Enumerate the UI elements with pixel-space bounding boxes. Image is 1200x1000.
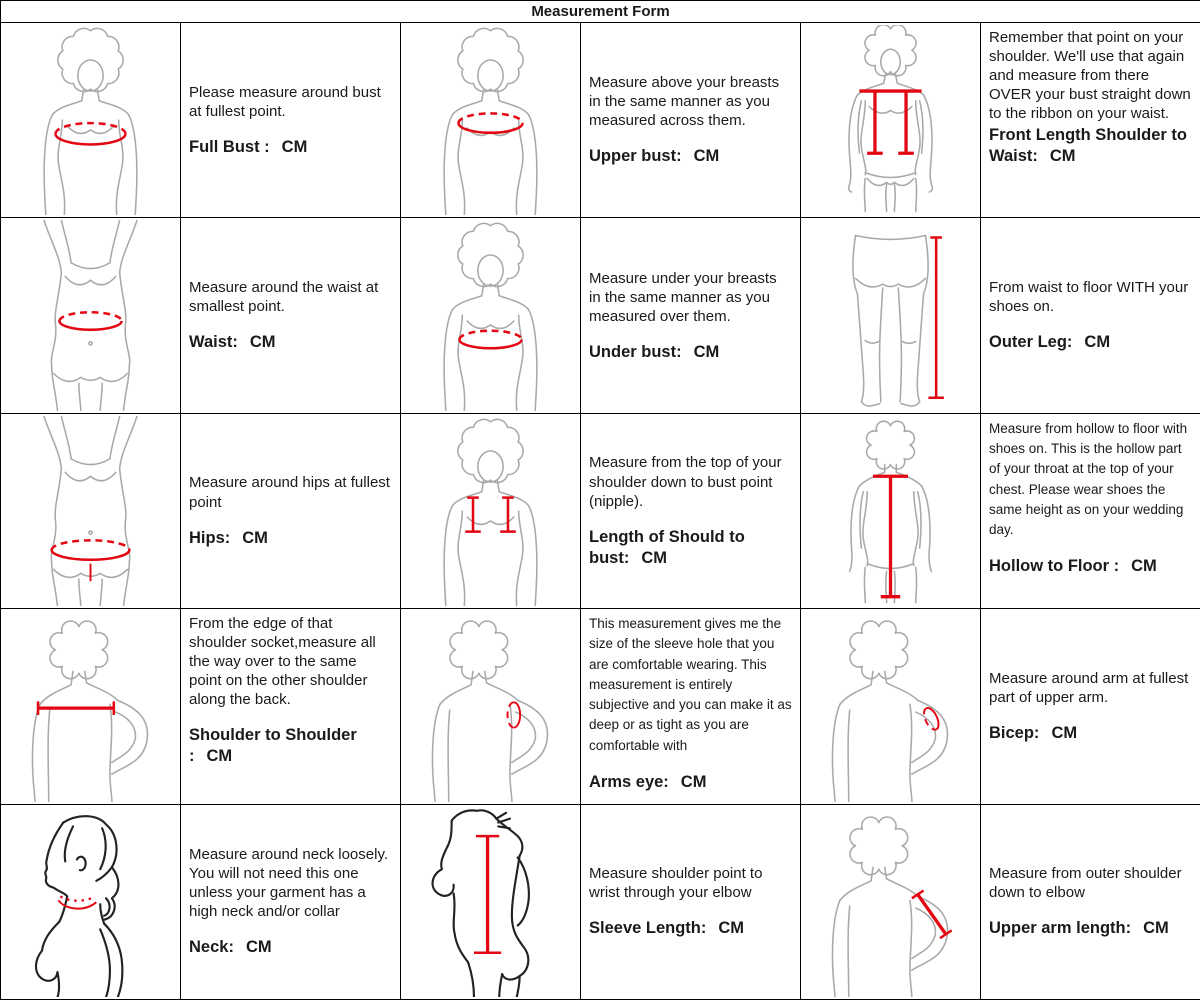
woman-front-upper-bust-illustration	[403, 25, 578, 215]
neck-cell	[181, 805, 401, 1000]
neck-figure	[1, 805, 181, 1000]
measure-label: Length of Should to bust: CM	[589, 527, 745, 567]
shoulder-to-bust-cell	[581, 414, 801, 609]
bicep-figure	[801, 609, 981, 804]
instruction-text: From the edge of that shoulder socket,measure all the way over to the same point on the other shoulder along the back.	[189, 615, 376, 709]
measure-label: Sleeve Length: CM	[589, 919, 745, 938]
shoulder-to-shoulder-figure	[1, 609, 181, 804]
woman-hollow-to-floor-illustration	[803, 416, 978, 606]
shoulder-to-shoulder-cell	[181, 609, 401, 804]
woman-shoulder-to-bust-illustration	[403, 416, 578, 606]
full-bust-cell	[181, 23, 401, 218]
upper-bust-cell	[581, 23, 801, 218]
full-bust-figure	[1, 23, 181, 218]
measure-label: Upper bust: CM	[589, 147, 720, 166]
measure-label: Neck: CM	[189, 938, 272, 957]
instruction-text: Measure above your breasts in the same manner as you measured across them.	[589, 74, 780, 130]
woman-upper-arm-illustration	[803, 807, 978, 997]
arms-eye-cell	[581, 609, 801, 804]
instruction-text: Measure from outer shoulder down to elbow	[989, 865, 1182, 902]
under-bust-figure	[401, 218, 581, 413]
instruction-text: Measure around neck loosely. You will not need this one unless your garment has a high neck and/or collar	[189, 846, 388, 921]
sleeve-length-figure	[401, 805, 581, 1000]
measure-label: Front Length Shoulder to Waist: CM	[989, 126, 1187, 166]
hips-figure	[1, 414, 181, 609]
legs-outer-leg-illustration	[803, 220, 978, 410]
instruction-text: Measure around the waist at smallest point.	[189, 279, 379, 316]
measure-label: Shoulder to Shoulder : CM	[189, 726, 357, 766]
instruction-text: Measure under your breasts in the same manner as you measured over them.	[589, 269, 777, 325]
measure-label: Under bust: CM	[589, 342, 720, 361]
bicep-cell	[981, 609, 1200, 804]
hips-cell	[181, 414, 401, 609]
woman-bicep-illustration	[803, 611, 978, 801]
instruction-text: This measurement gives me the size of the sleeve hole that you are comfortable wearing. This measurement is entirely subjective and you can make it as deep or as tight as you are comfortable with	[589, 616, 792, 753]
waist-figure	[1, 218, 181, 413]
woman-back-shoulder-width-illustration	[3, 611, 178, 801]
instruction-text: Measure from the top of your shoulder down to bust point (nipple).	[589, 454, 782, 510]
measure-label: Outer Leg: CM	[989, 333, 1111, 352]
instruction-text: Measure shoulder point to wrist through your elbow	[589, 865, 763, 902]
under-bust-cell	[581, 218, 801, 413]
instruction-text: Measure from hollow to floor with shoes on. This is the hollow part of your throat at the top of your chest. Please wear shoes the same height as on your wedding day.	[989, 420, 1188, 538]
measure-label: Full Bust : CM	[189, 137, 308, 156]
outer-leg-cell	[981, 218, 1200, 413]
woman-front-under-bust-illustration	[403, 220, 578, 410]
shoulder-to-bust-figure	[401, 414, 581, 609]
outer-leg-figure	[801, 218, 981, 413]
measure-label: Bicep: CM	[989, 723, 1078, 742]
woman-front-length-illustration	[803, 25, 978, 215]
waist-cell	[181, 218, 401, 413]
torso-hips-illustration	[3, 416, 178, 606]
woman-side-sleeve-illustration	[403, 807, 578, 997]
instruction-text: Measure around hips at fullest point	[189, 474, 390, 511]
sleeve-length-cell	[581, 805, 801, 1000]
torso-waist-illustration	[3, 220, 178, 410]
hollow-to-floor-cell	[981, 414, 1200, 609]
arms-eye-figure	[401, 609, 581, 804]
measure-label: Waist: CM	[189, 333, 276, 352]
woman-front-bust-illustration	[3, 25, 178, 215]
measure-label: Hollow to Floor : CM	[989, 557, 1157, 576]
front-length-cell	[981, 23, 1200, 218]
woman-armhole-illustration	[403, 611, 578, 801]
measure-label: Arms eye: CM	[589, 772, 707, 791]
instruction-text: Remember that point on your shoulder. We'll use that again and measure from there OVER your bust straight down to the ribbon on your waist.	[989, 29, 1191, 123]
upper-arm-length-figure	[801, 805, 981, 1000]
hollow-to-floor-figure	[801, 414, 981, 609]
upper-arm-length-cell	[981, 805, 1200, 1000]
instruction-text: Please measure around bust at fullest point.	[189, 83, 381, 120]
measure-label: Hips: CM	[189, 528, 268, 547]
upper-bust-figure	[401, 23, 581, 218]
instruction-text: From waist to floor WITH your shoes on.	[989, 279, 1189, 316]
front-length-figure	[801, 23, 981, 218]
woman-profile-neck-illustration	[3, 807, 178, 997]
measure-label: Upper arm length: CM	[989, 919, 1169, 938]
instruction-text: Measure around arm at fullest part of upper arm.	[989, 669, 1189, 706]
form-title: Measurement Form	[1, 1, 1200, 23]
